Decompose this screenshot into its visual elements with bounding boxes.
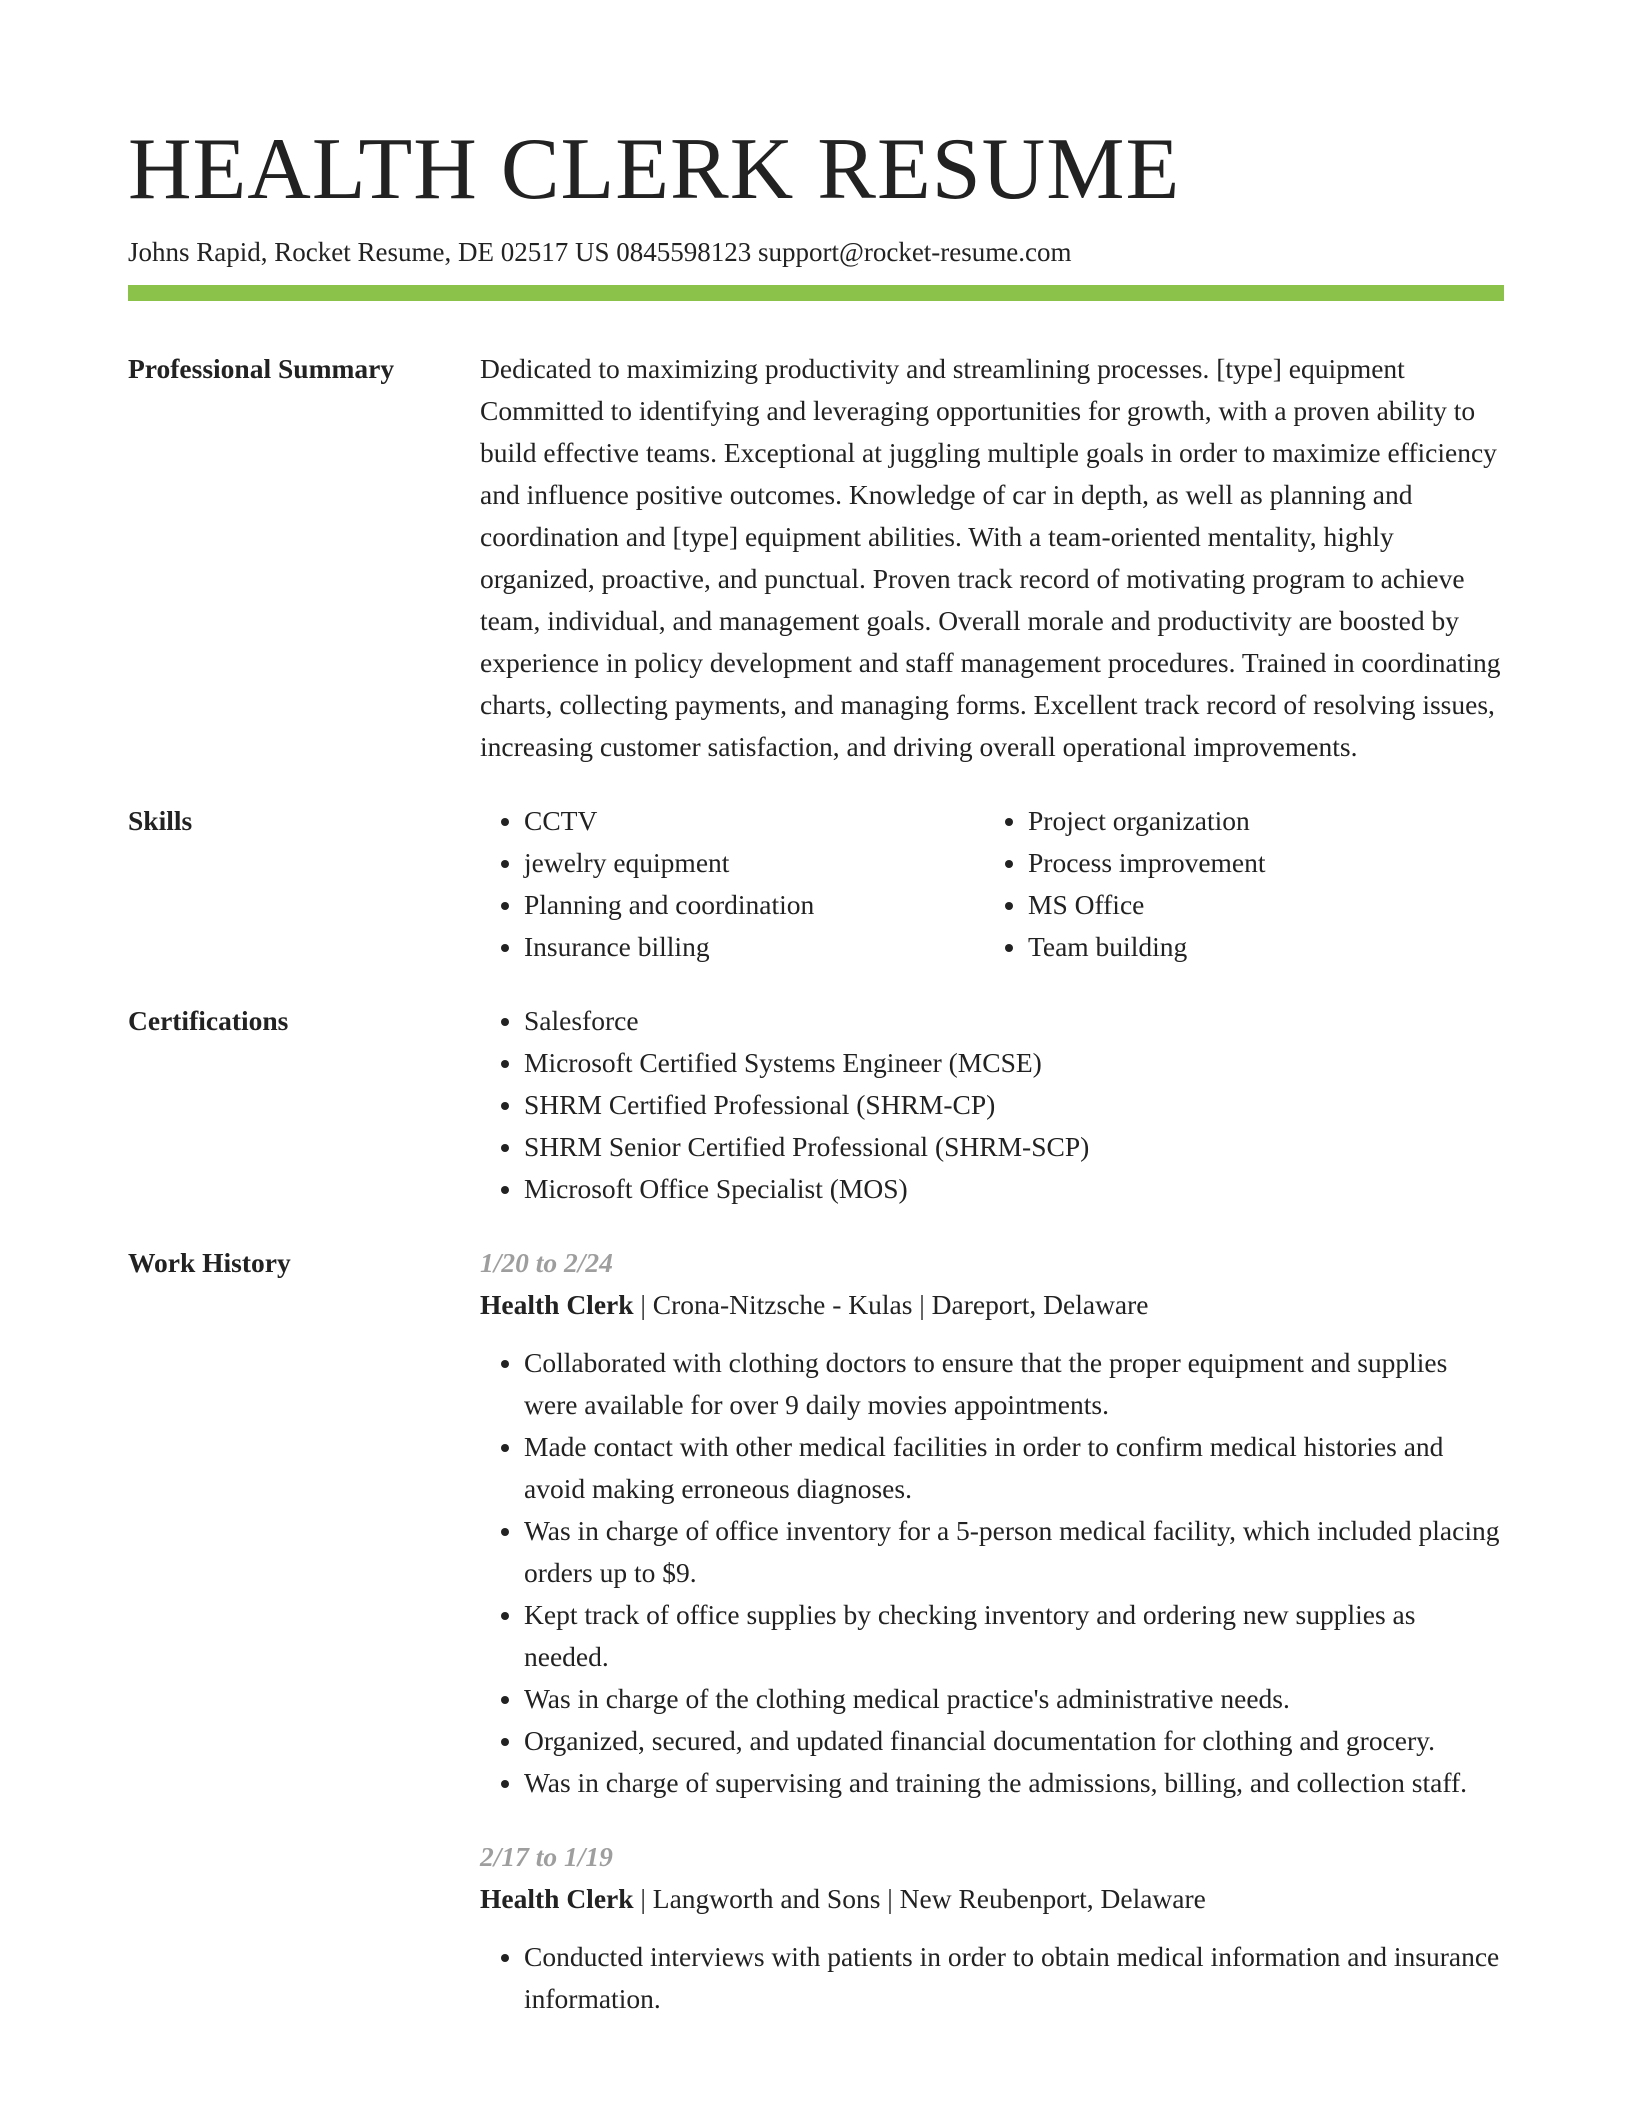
job-entry [480, 1242, 1504, 1804]
certification-item: • Microsoft Office Specialist (MOS) [524, 1168, 1504, 1210]
certifications-body [480, 1000, 1504, 1210]
section-label-certifications: Certifications [128, 1005, 289, 1036]
accent-rule [128, 285, 1504, 301]
skills-list-right [984, 800, 1488, 968]
job-title: Health Clerk [480, 1289, 634, 1320]
job-entry [480, 1836, 1504, 2020]
work-history-section [128, 1242, 1504, 2052]
job-dates: 2/17 to 1/19 [480, 1841, 613, 1872]
section-label-summary: Professional Summary [128, 353, 395, 384]
resume-header [128, 118, 1504, 270]
job-details: | Langworth and Sons | New Reubenport, Delaware [633, 1883, 1206, 1914]
certification-item: • Microsoft Certified Systems Engineer (MCSE) [524, 1042, 1504, 1084]
contact-info: Johns Rapid, Rocket Resume, DE 02517 US 0845598123 support@rocket-resume.com [128, 237, 1072, 267]
skill-item: • Team building [1028, 926, 1488, 968]
job-bullet: • Was in charge of office inventory for a 5-person medical facility, which included placing orders up to $9. [524, 1510, 1504, 1594]
resume-content [128, 348, 1504, 2084]
job-bullet: • Organized, secured, and updated financial documentation for clothing and grocery. [524, 1720, 1504, 1762]
certification-item: • Salesforce [524, 1000, 1504, 1042]
job-heading [480, 1878, 1504, 1920]
job-title: Health Clerk [480, 1883, 634, 1914]
skill-item: • Insurance billing [524, 926, 984, 968]
skills-section [128, 800, 1504, 968]
skills-column-left [480, 800, 984, 968]
skill-item: • MS Office [1028, 884, 1488, 926]
job-bullet: • Made contact with other medical facilities in order to confirm medical histories and avoid making erroneous diagnoses. [524, 1426, 1504, 1510]
summary-body [480, 348, 1504, 768]
job-dates: 1/20 to 2/24 [480, 1247, 613, 1278]
skill-item: • Process improvement [1028, 842, 1488, 884]
job-bullets [480, 1342, 1504, 1804]
work-history-body [480, 1242, 1504, 2052]
section-label-skills: Skills [128, 805, 193, 836]
skill-item: • jewelry equipment [524, 842, 984, 884]
job-details: | Crona-Nitzsche - Kulas | Dareport, Delaware [633, 1289, 1149, 1320]
resume-title: HEALTH CLERK RESUME [128, 121, 1181, 218]
certification-item: • SHRM Senior Certified Professional (SHRM-SCP) [524, 1126, 1504, 1168]
skill-item: • Planning and coordination [524, 884, 984, 926]
job-bullets [480, 1936, 1504, 2020]
skills-list-left [480, 800, 984, 968]
job-bullet: • Kept track of office supplies by checking inventory and ordering new supplies as needed. [524, 1594, 1504, 1678]
section-label-work-history: Work History [128, 1247, 291, 1278]
skills-column-right [984, 800, 1488, 968]
job-heading [480, 1284, 1504, 1326]
certifications-list [480, 1000, 1504, 1210]
job-bullet: • Was in charge of the clothing medical practice's administrative needs. [524, 1678, 1504, 1720]
skill-item: • CCTV [524, 800, 984, 842]
certification-item: • SHRM Certified Professional (SHRM-CP) [524, 1084, 1504, 1126]
summary-section [128, 348, 1504, 768]
summary-text: Dedicated to maximizing productivity and streamlining processes. [type] equipment Committed to identifying and leveraging opportunities for growth, with a proven ability to build effective teams. Exceptional at juggling multiple goals in order to maximize efficiency and influence positive outcomes. Knowledge of car in depth, as well as planning and coordination and [type] equipment abilities. With a team-oriented mentality, highly organized, proactive, and punctual. Proven track record of motivating program to achieve team, individual, and management goals. Overall morale and productivity are boosted by experience in policy development and staff management procedures. Trained in coordinating charts, collecting payments, and managing forms. Excellent track record of resolving issues, increasing customer satisfaction, and driving overall operational improvements. [480, 353, 1501, 762]
skill-item: • Project organization [1028, 800, 1488, 842]
job-bullet: • Was in charge of supervising and training the admissions, billing, and collection staff. [524, 1762, 1504, 1804]
certifications-section [128, 1000, 1504, 1210]
job-bullet: • Collaborated with clothing doctors to ensure that the proper equipment and supplies were available for over 9 daily movies appointments. [524, 1342, 1504, 1426]
skills-body [480, 800, 1504, 968]
job-bullet: • Conducted interviews with patients in order to obtain medical information and insurance information. [524, 1936, 1504, 2020]
